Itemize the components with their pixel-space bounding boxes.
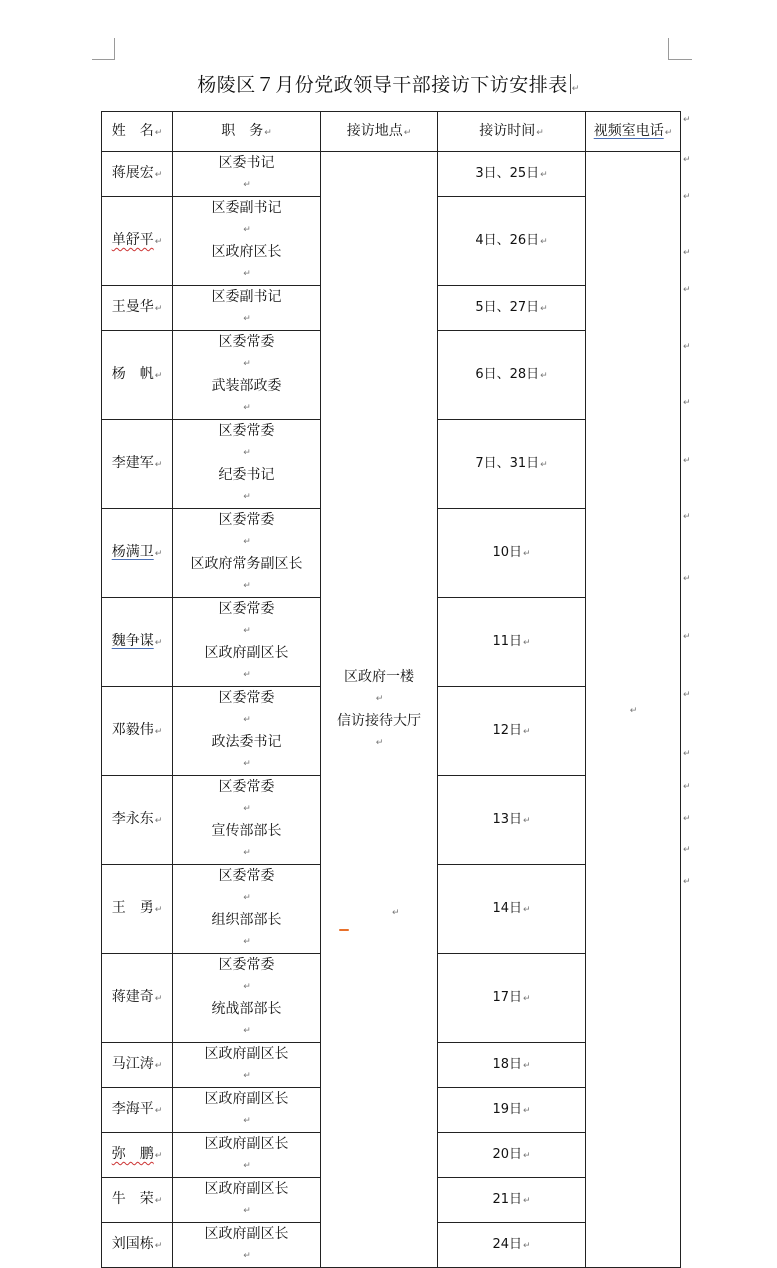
position-line: 区政府副区长 ↵: [204, 645, 289, 680]
cell-position[interactable]: [173, 1223, 321, 1268]
position-line: 区委书记 ↵: [218, 155, 275, 190]
position-line: 宣传部部长 ↵: [211, 823, 282, 858]
row-end-mark: ↵: [683, 749, 691, 759]
position-line: 区委副书记 ↵: [211, 200, 282, 235]
cell-time[interactable]: 13日↵: [438, 776, 586, 865]
position-line: 区委常委 ↵: [218, 868, 275, 903]
cell-location-merged[interactable]: [321, 152, 438, 1268]
cell-name[interactable]: 牛 荣↵: [102, 1178, 173, 1223]
cell-time[interactable]: 11日↵: [438, 598, 586, 687]
cell-position[interactable]: [173, 152, 321, 197]
cell-time[interactable]: 17日↵: [438, 954, 586, 1043]
location-line: 信访接待大厅 ↵: [337, 712, 421, 748]
cell-time[interactable]: 4日、26日↵: [438, 197, 586, 286]
row-end-mark: ↵: [683, 814, 691, 824]
cell-name[interactable]: 魏争谋↵: [102, 598, 173, 687]
cell-position[interactable]: [173, 286, 321, 331]
cell-name[interactable]: 马江涛↵: [102, 1043, 173, 1088]
table-header-row: [102, 112, 681, 152]
row-end-mark: ↵: [683, 632, 691, 642]
row-end-mark: ↵: [683, 192, 691, 202]
position-line: 统战部部长 ↵: [211, 1001, 282, 1036]
cell-name[interactable]: 蒋建奇↵: [102, 954, 173, 1043]
position-line: 区委常委 ↵: [218, 957, 275, 992]
position-line: 武装部政委 ↵: [211, 378, 282, 413]
cell-name[interactable]: 刘国栋↵: [102, 1223, 173, 1268]
position-line: 区政府副区长 ↵: [204, 1046, 289, 1081]
position-line: 区政府常务副区长 ↵: [190, 556, 303, 591]
header-position[interactable]: 职 务↵: [173, 112, 321, 152]
position-line: 区政府副区长 ↵: [204, 1091, 289, 1126]
position-line: 区委常委 ↵: [218, 779, 275, 814]
header-time[interactable]: 接访时间↵: [438, 112, 586, 152]
cell-name[interactable]: 李海平↵: [102, 1088, 173, 1133]
cell-name[interactable]: 弥 鹏↵: [102, 1133, 173, 1178]
cell-time[interactable]: 12日↵: [438, 687, 586, 776]
position-line: 区委常委 ↵: [218, 423, 275, 458]
cell-position[interactable]: [173, 1088, 321, 1133]
row-end-mark: ↵: [683, 398, 691, 408]
position-line: 区委副书记 ↵: [211, 289, 282, 324]
row-end-mark: ↵: [683, 845, 691, 855]
cell-position[interactable]: [173, 197, 321, 286]
cell-time[interactable]: 14日↵: [438, 865, 586, 954]
cell-time[interactable]: 24日↵: [438, 1223, 586, 1268]
schedule-table[interactable]: [101, 111, 681, 1268]
position-line: 区政府副区长 ↵: [204, 1226, 289, 1261]
cell-time[interactable]: 7日、31日↵: [438, 420, 586, 509]
cell-time[interactable]: 6日、28日↵: [438, 331, 586, 420]
document-title[interactable]: [0, 70, 777, 97]
cell-position[interactable]: [173, 687, 321, 776]
table-row: [102, 152, 681, 197]
cell-position[interactable]: [173, 954, 321, 1043]
cell-position[interactable]: [173, 1043, 321, 1088]
row-end-mark: ↵: [683, 574, 691, 584]
cell-name[interactable]: 王 勇↵: [102, 865, 173, 954]
cell-name[interactable]: 王曼华↵: [102, 286, 173, 331]
position-line: 区委常委 ↵: [218, 690, 275, 725]
row-end-mark: ↵: [683, 155, 691, 165]
header-phone[interactable]: 视频室电话↵: [586, 112, 681, 152]
cell-position[interactable]: [173, 331, 321, 420]
position-line: 区委常委 ↵: [218, 601, 275, 636]
cell-position[interactable]: [173, 420, 321, 509]
position-line: 区政府区长 ↵: [211, 244, 282, 279]
position-line: 政法委书记 ↵: [211, 734, 282, 769]
position-line: 区政府副区长 ↵: [204, 1181, 289, 1216]
row-end-mark: ↵: [683, 690, 691, 700]
cell-position[interactable]: [173, 509, 321, 598]
cell-name[interactable]: 李永东↵: [102, 776, 173, 865]
position-line: 纪委书记 ↵: [218, 467, 275, 502]
cell-time[interactable]: 18日↵: [438, 1043, 586, 1088]
header-location[interactable]: 接访地点↵: [321, 112, 438, 152]
cell-time[interactable]: 5日、27日↵: [438, 286, 586, 331]
position-line: 组织部部长 ↵: [211, 912, 282, 947]
cell-time[interactable]: 10日↵: [438, 509, 586, 598]
row-end-mark: ↵: [683, 248, 691, 258]
location-line: 区政府一楼 ↵: [344, 668, 414, 704]
cell-time[interactable]: 19日↵: [438, 1088, 586, 1133]
row-end-mark: ↵: [683, 456, 691, 466]
paragraph-mark: ↵: [571, 84, 580, 94]
position-line: 区委常委 ↵: [218, 334, 275, 369]
cell-time[interactable]: 20日↵: [438, 1133, 586, 1178]
cell-position[interactable]: [173, 776, 321, 865]
row-end-mark: ↵: [683, 115, 691, 125]
row-end-mark: ↵: [683, 877, 691, 887]
cell-position[interactable]: [173, 598, 321, 687]
cell-name[interactable]: 杨 帆↵: [102, 331, 173, 420]
text-cursor: [570, 74, 571, 94]
row-end-mark: ↵: [683, 782, 691, 792]
cell-name[interactable]: 邓毅伟↵: [102, 687, 173, 776]
cell-phone-merged[interactable]: ↵: [586, 152, 681, 1268]
position-line: 区委常委 ↵: [218, 512, 275, 547]
paragraph-mark: ↵: [392, 908, 400, 918]
cell-time[interactable]: 3日、25日↵: [438, 152, 586, 197]
cell-name[interactable]: 李建军↵: [102, 420, 173, 509]
cursor-accent: [339, 929, 349, 931]
row-end-mark: ↵: [683, 342, 691, 352]
header-name[interactable]: 姓 名↵: [102, 112, 173, 152]
cell-name[interactable]: 单舒平↵: [102, 197, 173, 286]
row-end-mark: ↵: [683, 512, 691, 522]
cell-position[interactable]: [173, 1133, 321, 1178]
document-title-text: 杨陵区７月份党政领导干部接访下访安排表: [197, 74, 568, 96]
cell-name[interactable]: 蒋展宏↵: [102, 152, 173, 197]
cell-time[interactable]: 21日↵: [438, 1178, 586, 1223]
row-end-mark: ↵: [683, 285, 691, 295]
cell-position[interactable]: [173, 865, 321, 954]
position-line: 区政府副区长 ↵: [204, 1136, 289, 1171]
cell-position[interactable]: [173, 1178, 321, 1223]
cell-name[interactable]: 杨满卫↵: [102, 509, 173, 598]
